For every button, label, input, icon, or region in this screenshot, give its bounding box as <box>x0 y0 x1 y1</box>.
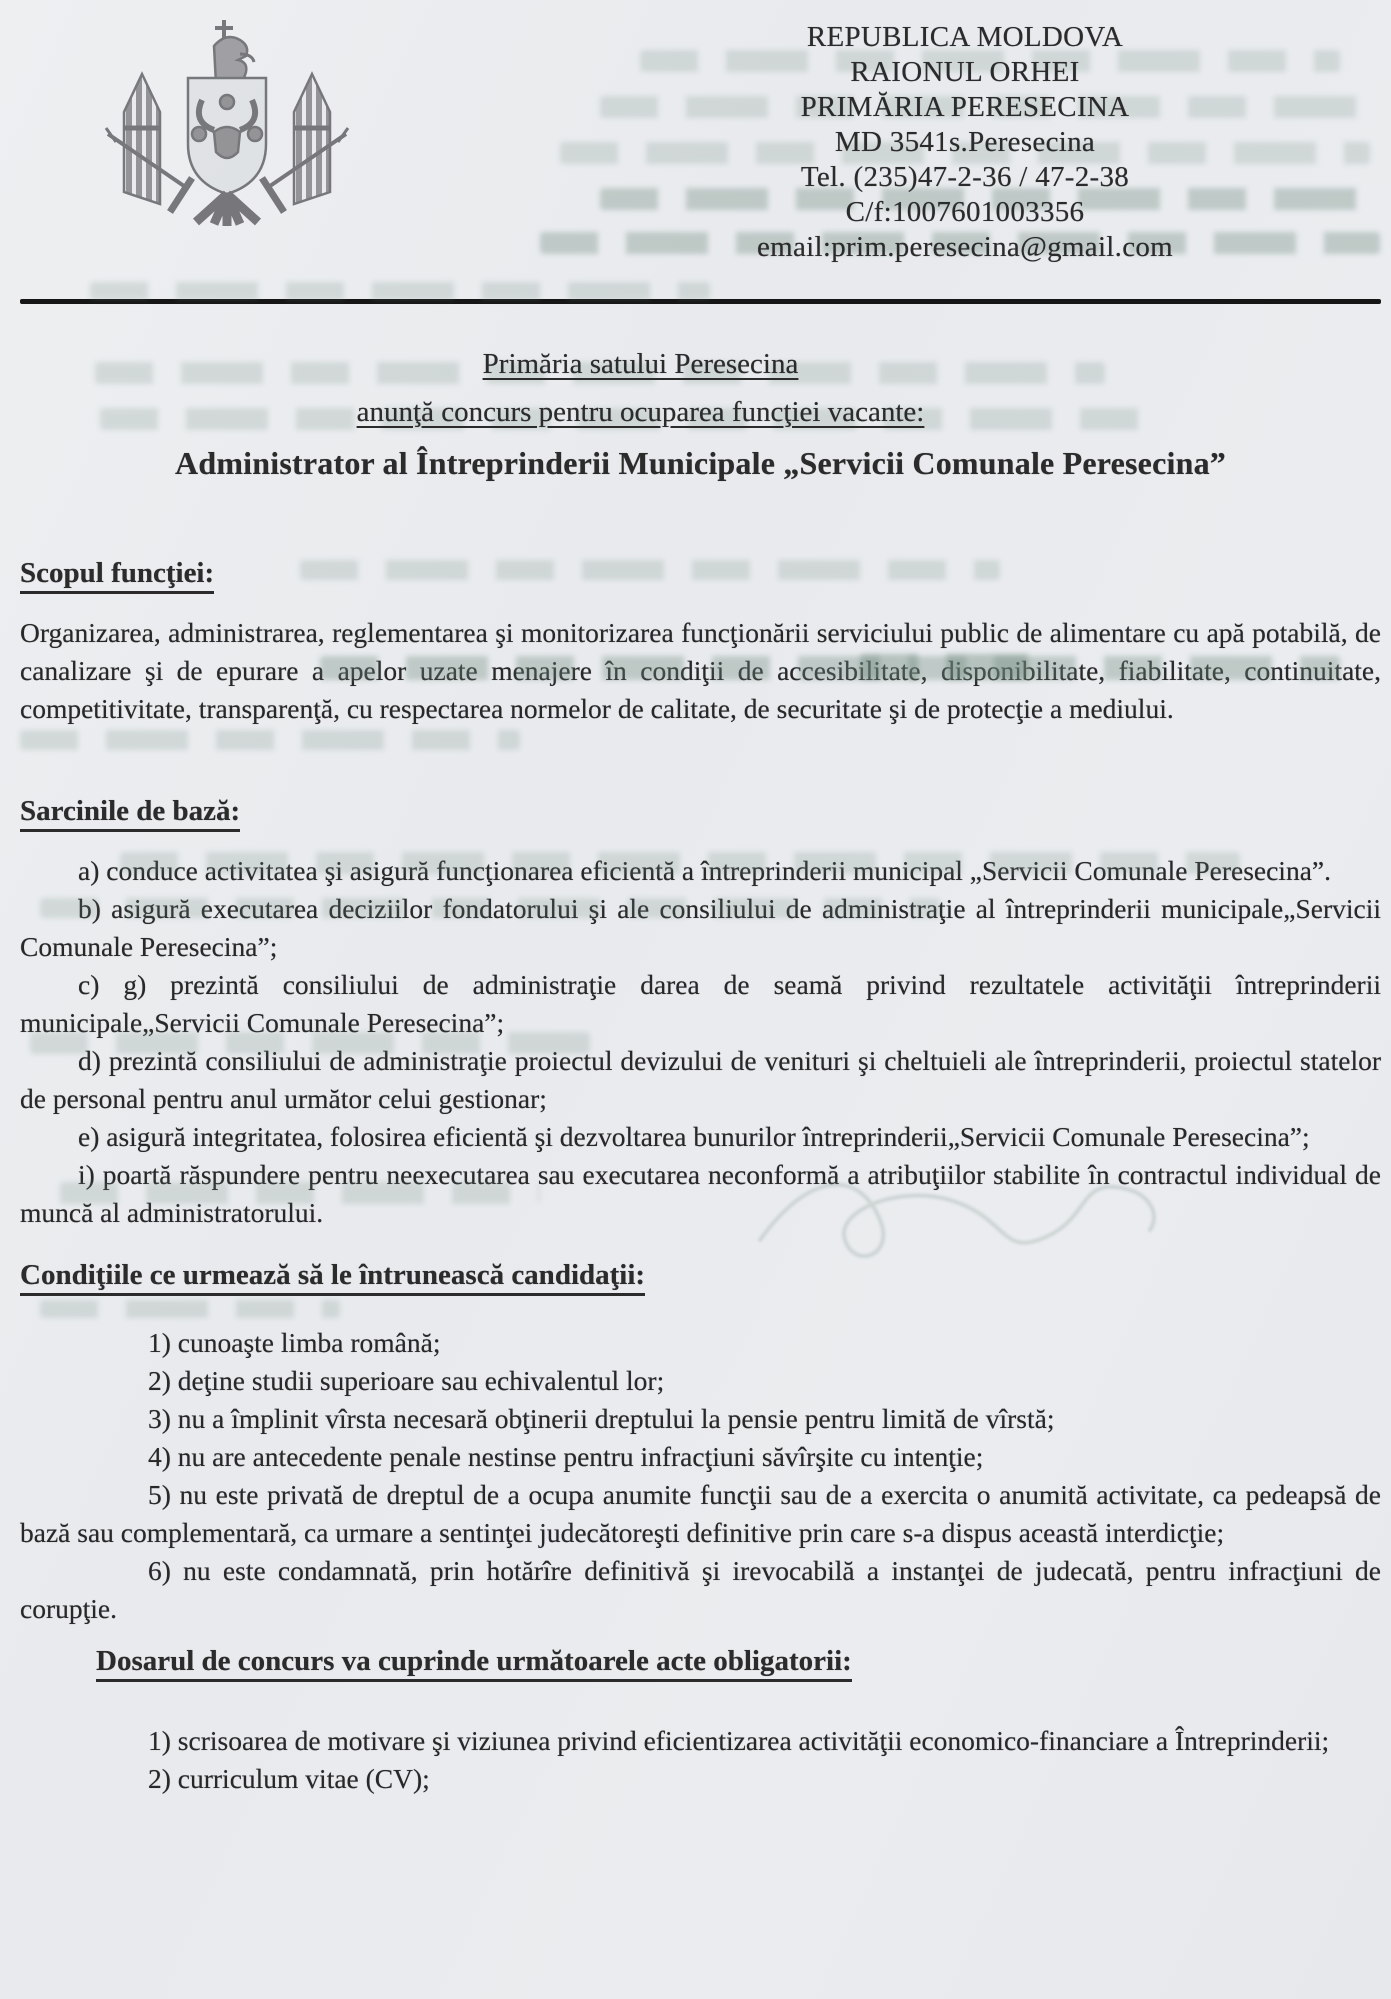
letterhead-line-postcode: MD 3541s.Peresecina <box>834 126 1096 158</box>
letterhead-line-country: REPUBLICA MOLDOVA <box>806 21 1124 53</box>
condition-item: 3) nu a împlinit vîrsta necesară obţinerii dreptului la pensie pentru limită de vîrstă; <box>148 1403 1055 1434</box>
scope-heading: Scopul funcţiei: <box>20 554 1381 592</box>
section-tasks <box>20 792 1381 1232</box>
letterhead-line-phone: Tel. (235)47-2-36 / 47-2-38 <box>800 161 1130 193</box>
announcement-org-line: Primăria satului Peresecina <box>482 348 799 380</box>
letterhead-address-block <box>553 16 1377 265</box>
letterhead-line-office: PRIMĂRIA PERESECINA <box>800 91 1130 123</box>
task-item: c) g) prezintă consiliului de administraţie darea de seamă privind rezultatele activităţii întreprinderii municipale„Servicii Comunale Peresecina”; <box>20 969 1381 1038</box>
section-dossier <box>20 1642 1381 1798</box>
coat-of-arms-icon <box>96 16 358 228</box>
letterhead-line-email: email:prim.peresecina@gmail.com <box>756 231 1174 263</box>
scope-body: Organizarea, administrarea, reglementarea şi monitorizarea funcţionării serviciului public de alimentare cu apă potabilă, de canalizare şi de epurare a apelor uzate menajere în condiţii de accesibilitate, disponibilitate, fiabilitate, continuitate, competitivitate, transparenţă, cu respectarea normelor de calitate, de securitate şi de protecţie a mediului. <box>20 617 1381 724</box>
task-item: d) prezintă consiliului de administraţie proiectul devizului de venituri şi cheltuieli ale întreprinderii, proiectul statelor de personal pentru anul următor celui gestionar; <box>20 1045 1381 1114</box>
condition-item: 5) nu este privată de dreptul de a ocupa anumite funcţii sau de a exercita o anumită activitate, ca pedeapsă de bază sau complementară, ca urmare a sentinţei judecătoreşti definitive prin care s-a dispus această interdicţie; <box>20 1479 1381 1548</box>
conditions-heading: Condiţiile ce urmează să le întrunească candidaţii: <box>20 1256 1381 1294</box>
task-item: a) conduce activitatea şi asigură funcţionarea eficientă a întreprinderii municipal „Servicii Comunale Peresecina”. <box>78 855 1331 886</box>
dossier-item: 1) scrisoarea de motivare şi viziunea privind eficientizarea activităţii economico-financiare a Întreprinderii; <box>148 1725 1330 1756</box>
bleed-through-artifact <box>90 282 710 300</box>
task-item: i) poartă răspundere pentru neexecutarea sau executarea neconformă a atribuţiilor stabilite în contractul individual de muncă al administratorului. <box>20 1159 1381 1228</box>
letterhead-line-district: RAIONUL ORHEI <box>850 56 1080 88</box>
announcement-title-block <box>20 344 1381 486</box>
tasks-heading: Sarcinile de bază: <box>20 792 1381 830</box>
condition-item: 2) deţine studii superioare sau echivalentul lor; <box>148 1365 665 1396</box>
dossier-item: 2) curriculum vitae (CV); <box>148 1763 430 1794</box>
announcement-notice-line: anunţă concurs pentru ocuparea funcţiei vacante: <box>356 396 925 428</box>
conditions-list <box>20 1324 1381 1628</box>
letterhead <box>20 0 1381 265</box>
condition-item: 6) nu este condamnată, prin hotărîre definitivă şi irevocabilă a instanţei de judecată, pentru infracţiuni de corupţie. <box>20 1555 1381 1624</box>
bleed-through-artifact <box>20 730 520 750</box>
letterhead-line-fiscal-code: C/f:1007601003356 <box>845 196 1085 228</box>
section-scope <box>20 554 1381 728</box>
condition-item: 4) nu are antecedente penale nestinse pentru infracţiuni săvîrşite cu intenţie; <box>148 1441 984 1472</box>
task-item: b) asigură executarea deciziilor fondatorului şi ale consiliului de administraţie al întreprinderii municipale„Servicii Comunale Peresecina”; <box>20 893 1381 962</box>
vacancy-position-title: Administrator al Întreprinderii Municipale „Servicii Comunale Peresecina” <box>175 445 1226 481</box>
section-conditions <box>20 1256 1381 1628</box>
task-item: e) asigură integritatea, folosirea eficientă şi dezvoltarea bunurilor întreprinderii„Servicii Comunale Peresecina”; <box>78 1121 1310 1152</box>
condition-item: 1) cunoaşte limba română; <box>148 1327 441 1358</box>
letterhead-divider <box>20 299 1381 304</box>
dossier-list <box>20 1722 1381 1798</box>
dossier-heading: Dosarul de concurs va cuprinde următoarele acte obligatorii: <box>96 1642 1381 1680</box>
